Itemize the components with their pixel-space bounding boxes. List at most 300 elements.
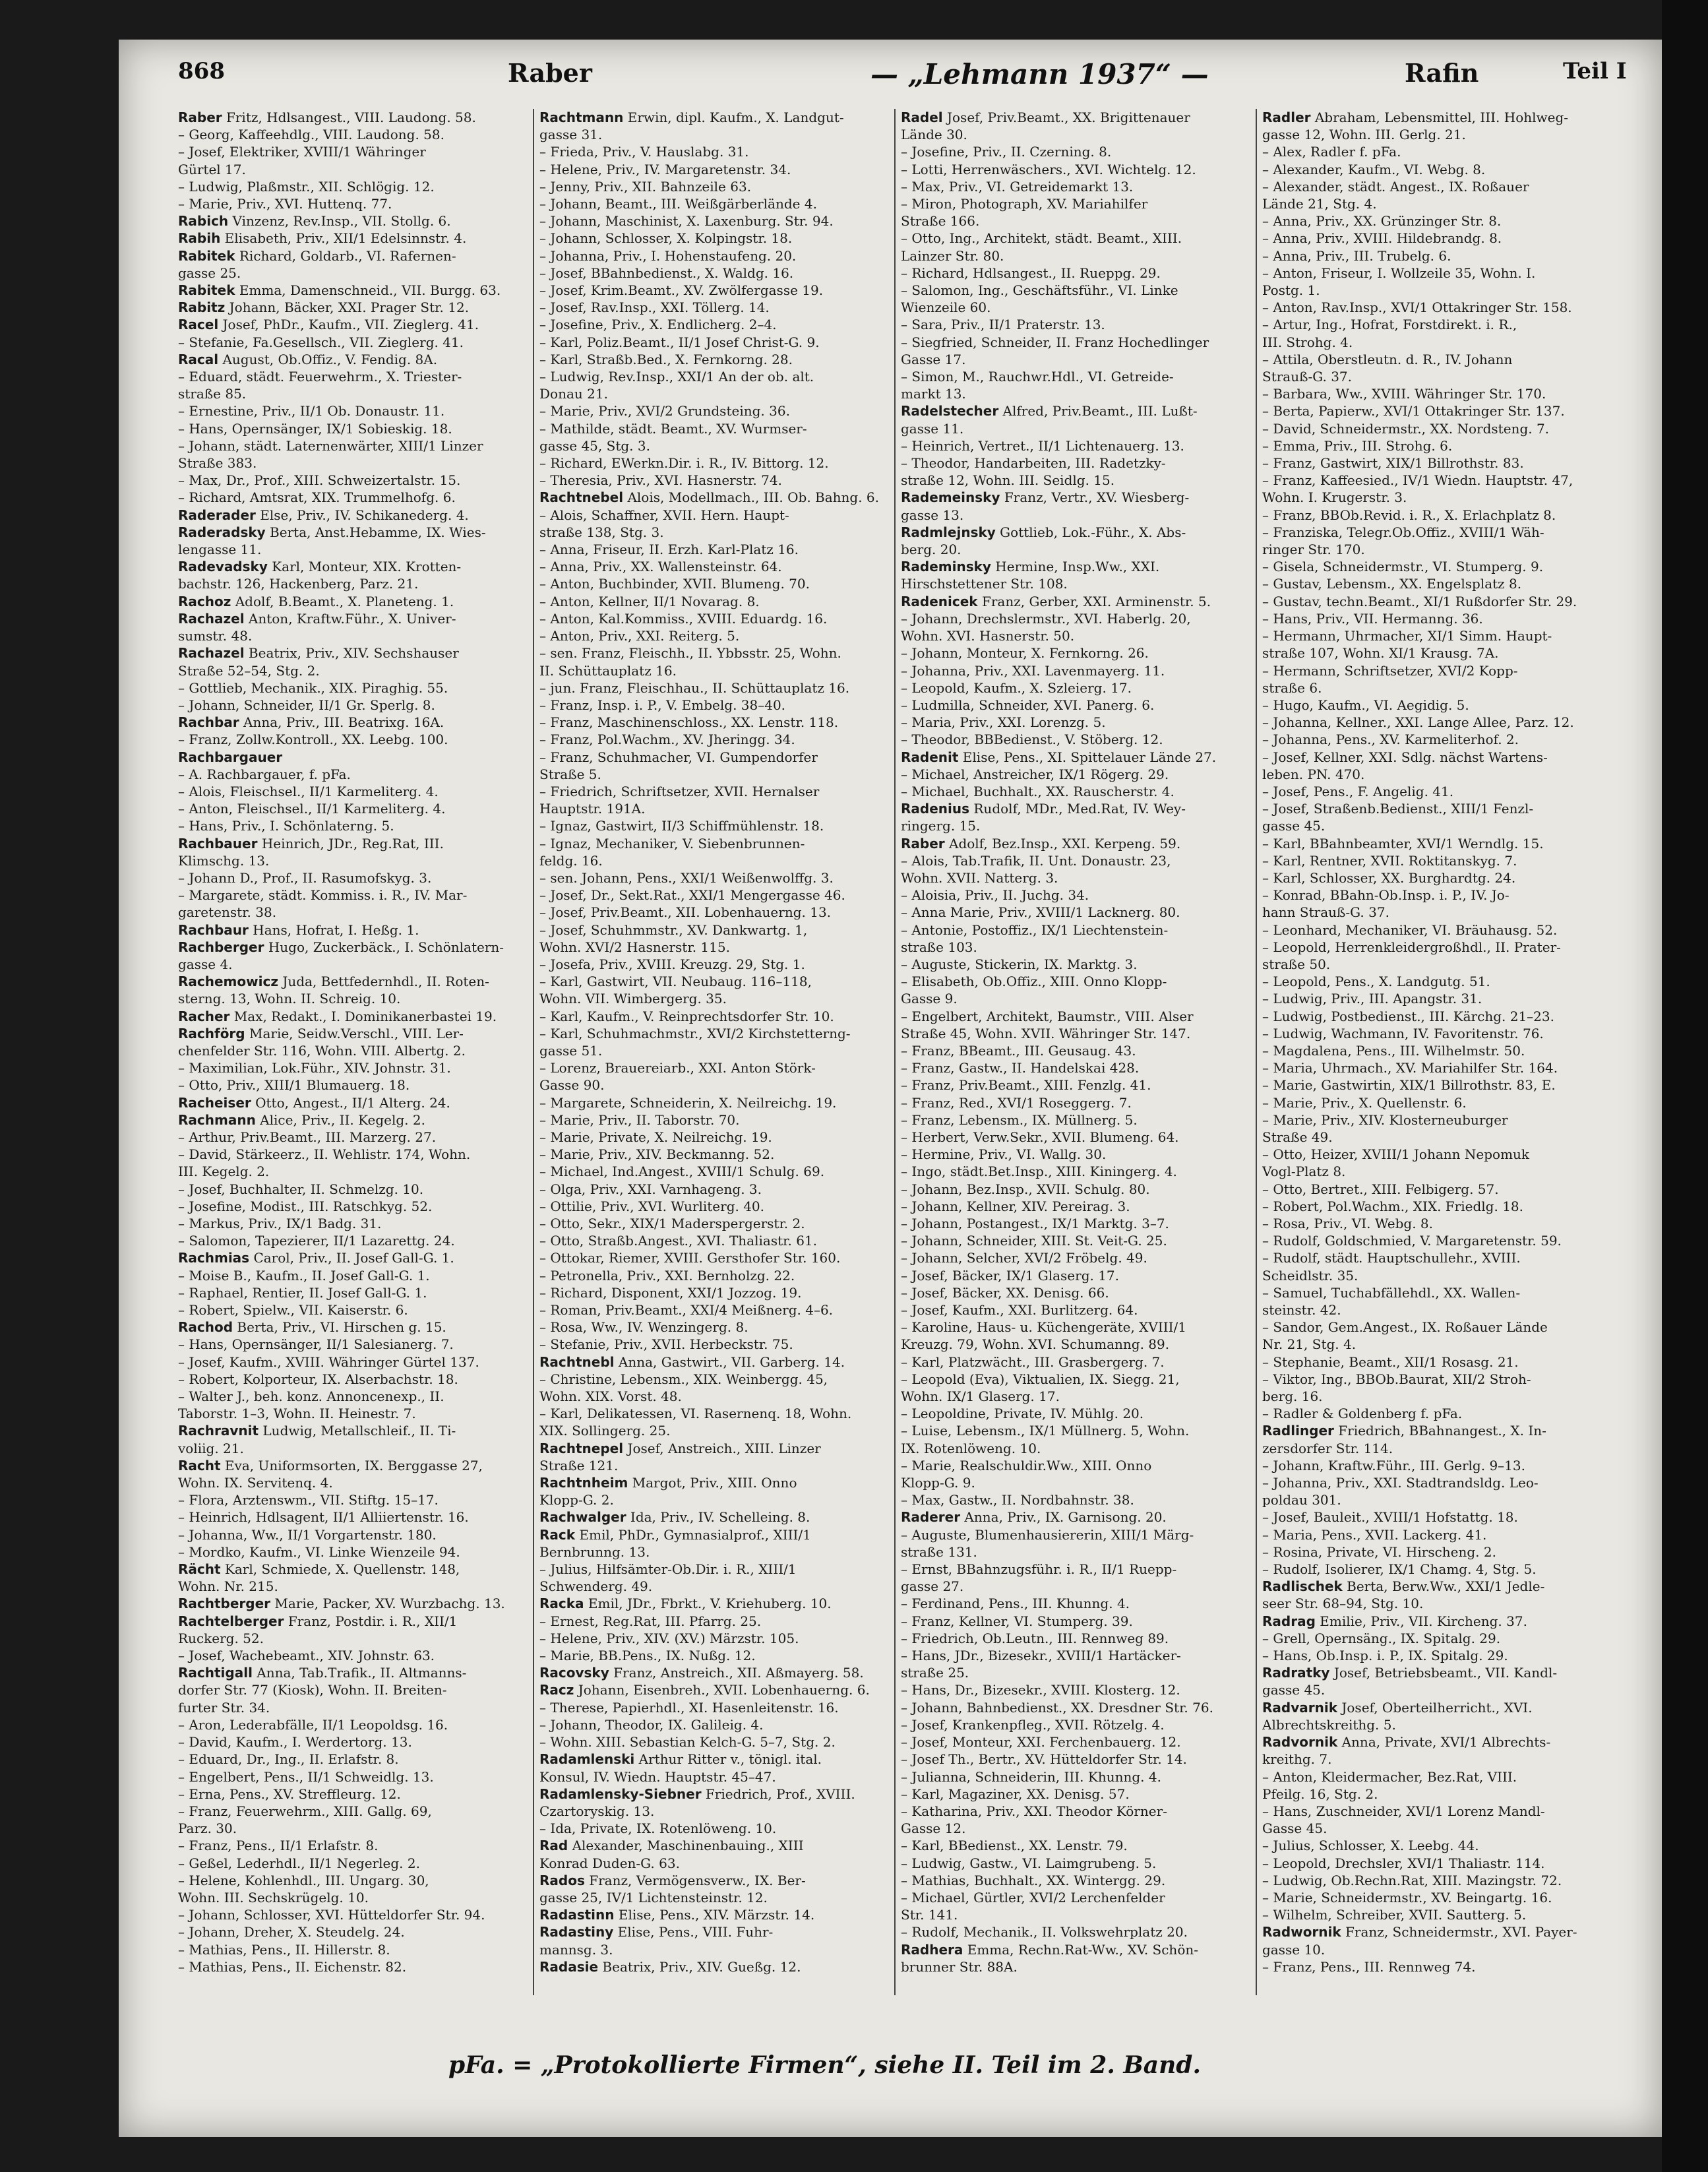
directory-entry (539, 109, 889, 126)
entry-text: – David, Kaufm., I. Werdertorg. 13. (178, 1734, 412, 1751)
directory-entry (178, 1872, 528, 1889)
entry-text: – Anna Marie, Priv., XVIII/1 Lacknerg. 80. (901, 904, 1180, 921)
directory-entry (1262, 1094, 1612, 1111)
entry-text: Wohn. XVII. Natterg. 3. (901, 869, 1058, 886)
entry-text: – Anton, Fleischsel., II/1 Karmeliterg. 4. (178, 801, 446, 817)
directory-entry (178, 507, 528, 524)
directory-entry (901, 1440, 1250, 1457)
entry-text: sumstr. 48. (178, 628, 253, 644)
entry-surname: Racka (539, 1596, 584, 1612)
entry-text: Lände 30. (901, 127, 967, 143)
entry-text: – Friedrich, Ob.Leutn., III. Rennweg 89. (901, 1630, 1169, 1646)
directory-entry (539, 1855, 889, 1872)
directory-entry (901, 627, 1250, 644)
directory-entry (1262, 247, 1612, 264)
directory-entry (539, 990, 889, 1007)
entry-text: – Ludwig, Wachmann, IV. Favoritenstr. 76. (1262, 1025, 1544, 1041)
directory-entry (178, 1146, 528, 1163)
entry-text: – Josef, Straßenb.Bedienst., XIII/1 Fenzl- (1262, 801, 1534, 817)
entry-text: Beatrix, Priv., XIV. Sechshauser (244, 645, 459, 662)
directory-column-4 (1262, 109, 1612, 1975)
entry-text: – Karl, Gastwirt, VII. Neubaug. 116–118, (539, 974, 812, 990)
directory-entry (178, 230, 528, 247)
directory-entry (178, 956, 528, 973)
directory-entry (1262, 662, 1612, 679)
entry-text: – Rudolf, Isolierer, IX/1 Chamg. 4, Stg. 5. (1262, 1561, 1537, 1578)
directory-entry (539, 956, 889, 973)
directory-entry (539, 886, 889, 904)
entry-text: Wohn. XVI. Hasnerstr. 50. (901, 628, 1075, 644)
entry-text: Heinrich, JDr., Reg.Rat, III. (257, 835, 444, 852)
entry-text: – Ida, Private, IX. Rotenlöweng. 10. (539, 1820, 777, 1837)
entry-text: dorfer Str. 77 (Kiosk), Wohn. II. Breiten- (178, 1682, 447, 1698)
directory-entry (1262, 524, 1612, 541)
entry-text: – Walter J., beh. konz. Annoncenexp., II. (178, 1388, 444, 1405)
entry-text: – Franz, Red., XVI/1 Roseggerg. 7. (901, 1094, 1132, 1111)
directory-entry (1262, 644, 1612, 662)
directory-entry (1262, 143, 1612, 160)
entry-surname: Rachod (178, 1319, 233, 1336)
entry-text: hann Strauß-G. 37. (1262, 904, 1389, 921)
entry-text: – Johann, Monteur, X. Fernkorng. 26. (901, 645, 1149, 662)
entry-text: – Josef, Bauleit., XVIII/1 Hofstattg. 18. (1262, 1509, 1518, 1526)
directory-entry (539, 507, 889, 524)
entry-text: – Josef, Bäcker, IX/1 Glaserg. 17. (901, 1267, 1120, 1284)
entry-text: – Ludwig, Postbedienst., III. Kärchg. 21–23. (1262, 1008, 1554, 1024)
directory-entry (178, 1336, 528, 1353)
entry-text: Gürtel 17. (178, 161, 246, 177)
entry-text: – Julius, Schlosser, X. Leebg. 44. (1262, 1838, 1479, 1854)
directory-entry (539, 1232, 889, 1249)
entry-text: Juda, Bettfedernhdl., II. Roten- (278, 974, 489, 990)
entry-text: Alois, Modellmach., III. Ob. Bahng. 6. (623, 489, 880, 506)
entry-text: – Johann, Schneider, XIII. St. Veit-G. 25. (901, 1233, 1167, 1249)
directory-entry (539, 1198, 889, 1215)
entry-text: – Anna, Priv., XVIII. Hildebrandg. 8. (1262, 230, 1502, 247)
entry-text: gasse 31. (539, 127, 603, 143)
entry-text: – Franz, Kellner, VI. Stumperg. 39. (901, 1613, 1133, 1629)
entry-text: – Frieda, Priv., V. Hauslabg. 31. (539, 144, 749, 160)
directory-entry (539, 1561, 889, 1578)
entry-text: Josef, Oberteilherricht., XVI. (1337, 1699, 1533, 1716)
entry-text: IX. Rotenlöweng. 10. (901, 1440, 1041, 1456)
entry-text: – Franz, Maschinenschloss., XX. Lenstr. 118. (539, 714, 839, 731)
directory-entry (178, 697, 528, 714)
entry-text: steinstr. 42. (1262, 1302, 1341, 1319)
directory-entry (1262, 1923, 1612, 1940)
directory-entry (901, 939, 1250, 956)
entry-text: – Rosa, Priv., VI. Webg. 8. (1262, 1216, 1433, 1231)
directory-entry (178, 1837, 528, 1854)
directory-entry (539, 489, 889, 506)
entry-text: leben. PN. 470. (1262, 766, 1365, 782)
entry-surname: Rachmias (178, 1250, 250, 1266)
directory-entry (178, 627, 528, 644)
entry-text: – Karl, Platzwächt., III. Grasbergerg. 7. (901, 1353, 1165, 1370)
directory-entry (178, 1181, 528, 1198)
entry-text: Straße 5. (539, 766, 601, 782)
entry-text: Ludwig, Metallschleif., II. Ti- (259, 1423, 456, 1439)
entry-text: – Anton, Rav.Insp., XVI/1 Ottakringer Str. 158. (1262, 299, 1572, 316)
entry-text: – Wilhelm, Schreiber, XVII. Sautterg. 5. (1262, 1907, 1527, 1923)
entry-text: – Josef, BBahnbedienst., X. Waldg. 16. (539, 264, 794, 281)
entry-text: poldau 301. (1262, 1492, 1341, 1508)
entry-text: – Rosina, Private, VI. Hirscheng. 2. (1262, 1543, 1496, 1560)
entry-text: – Johann, Schlosser, XVI. Hütteldorfer Str. 94. (178, 1907, 485, 1923)
entry-text: – Johann, Kellner, XIV. Pereirag. 3. (901, 1198, 1130, 1214)
directory-entry (901, 593, 1250, 610)
entry-text: Berta, Berw.Ww., XXI/1 Jedle- (1342, 1578, 1545, 1595)
entry-text: – Ludmilla, Schneider, XVI. Panerg. 6. (901, 697, 1155, 713)
entry-text: Elisabeth, Priv., XII/1 Edelsinnstr. 4. (220, 230, 467, 247)
directory-entry (1262, 368, 1612, 385)
entry-text: – Josefine, Priv., X. Endlicherg. 2–4. (539, 317, 777, 333)
directory-column-3 (901, 109, 1250, 1975)
directory-entry (178, 524, 528, 541)
footer-note: pFa. = „Protokollierte Firmen“, siehe II. Teil im 2. Band. (448, 2051, 1202, 2079)
entry-text: – Lotti, Herrenwäschers., XVI. Wichtelg. 12. (901, 161, 1196, 177)
entry-text: – Alex, Radler f. pFa. (1262, 144, 1401, 160)
entry-surname: Radevadsky (178, 559, 268, 575)
directory-entry (539, 1837, 889, 1854)
directory-entry (539, 1751, 889, 1768)
entry-text: Karl, Monteur, XIX. Krotten- (267, 559, 462, 575)
directory-entry (1262, 679, 1612, 697)
directory-entry (901, 230, 1250, 247)
entry-text: – Leonhard, Mechaniker, VI. Bräuhausg. 52. (1262, 921, 1558, 938)
entry-text: Gasse 17. (901, 351, 966, 367)
entry-text: Johann, Bäcker, XXI. Prager Str. 12. (225, 299, 470, 316)
page-header (178, 58, 1627, 98)
entry-text: – Franz, Pol.Wachm., XV. Jheringg. 34. (539, 731, 795, 748)
entry-text: – Franz, Zollw.Kontroll., XX. Leebg. 100. (178, 731, 448, 748)
entry-text: – Franz, Gastw., II. Handelskai 428. (901, 1060, 1140, 1076)
entry-text: – Gustav, techn.Beamt., XI/1 Rußdorfer Str. 29. (1262, 593, 1577, 609)
directory-entry (1262, 1353, 1612, 1371)
entry-text: lengasse 11. (178, 542, 262, 558)
entry-text: – Ferdinand, Pens., III. Khunng. 4. (901, 1596, 1130, 1612)
entry-surname: Rabitek (178, 247, 235, 264)
directory-entry (178, 1440, 528, 1457)
entry-surname: Radamlenski (539, 1751, 635, 1768)
entry-text: kreithg. 7. (1262, 1751, 1332, 1768)
directory-entry (901, 1336, 1250, 1353)
entry-text: – Maria, Pens., XVII. Lackerg. 41. (1262, 1526, 1487, 1543)
directory-entry (178, 1923, 528, 1940)
entry-text: berg. 16. (1262, 1388, 1323, 1405)
directory-entry (1262, 1388, 1612, 1405)
directory-entry (1262, 1440, 1612, 1457)
entry-text: – Stefanie, Priv., XVII. Herbeckstr. 75. (539, 1336, 793, 1353)
entry-surname: Rabitz (178, 299, 226, 316)
directory-entry (539, 939, 889, 956)
directory-entry (1262, 1906, 1612, 1923)
directory-entry (1262, 835, 1612, 852)
entry-text: straße 6. (1262, 679, 1322, 696)
directory-entry (901, 749, 1250, 766)
entry-surname: Radenit (901, 749, 959, 765)
entry-text: – Johann, städt. Laternenwärter, XIII/1 Linzer (178, 437, 483, 454)
directory-entry (901, 1284, 1250, 1301)
entry-text: Adolf, B.Beamt., X. Planeteng. 1. (231, 593, 454, 609)
entry-text: – Michael, Ind.Angest., XVIII/1 Schulg. 69. (539, 1164, 825, 1180)
directory-entry (901, 247, 1250, 264)
entry-text: Hugo, Zuckerbäck., I. Schönlatern- (264, 939, 504, 955)
directory-entry (539, 334, 889, 351)
entry-text: Czartoryskig. 13. (539, 1803, 655, 1819)
directory-entry (901, 1906, 1250, 1923)
entry-text: – Geßel, Lederhdl., II/1 Negerleg. 2. (178, 1855, 420, 1871)
directory-entry (178, 1630, 528, 1647)
directory-entry (1262, 541, 1612, 558)
entry-text: – Hans, Ob.Insp. i. P., IX. Spitalg. 29. (1262, 1648, 1508, 1664)
directory-entry (1262, 1837, 1612, 1854)
directory-entry (178, 662, 528, 679)
entry-text: Anton, Kraftw.Führ., X. Univer- (244, 610, 456, 627)
entry-text: – Ludwig, Plaßmstr., XII. Schlögig. 12. (178, 178, 435, 195)
directory-entry (539, 1181, 889, 1198)
directory-entry (901, 351, 1250, 368)
entry-text: Strauß-G. 37. (1262, 369, 1353, 385)
entry-surname: Racht (178, 1457, 221, 1474)
entry-text: Straße 49. (1262, 1129, 1333, 1145)
entry-text: – Marie, Gastwirtin, XIX/1 Billrothstr. 83, E. (1262, 1077, 1556, 1094)
directory-entry (539, 472, 889, 489)
directory-entry (178, 1958, 528, 1975)
directory-entry (901, 1249, 1250, 1266)
directory-entry (901, 1526, 1250, 1543)
directory-entry (539, 1301, 889, 1319)
entry-text: – Otto, Bertret., XIII. Felbigerg. 57. (1262, 1181, 1499, 1197)
entry-text: gasse 51. (539, 1042, 603, 1059)
directory-entry (539, 1681, 889, 1698)
directory-entry (1262, 1457, 1612, 1474)
entry-text: Alexander, Maschinenbauing., XIII (568, 1838, 804, 1854)
entry-text: XIX. Sollingerg. 25. (539, 1423, 671, 1439)
directory-entry (539, 1664, 889, 1681)
directory-entry (539, 1457, 889, 1474)
entry-text: Taborstr. 1–3, Wohn. II. Heinestr. 7. (178, 1406, 416, 1422)
entry-text: – Johanna, Priv., I. Hohenstaufeng. 20. (539, 247, 797, 264)
entry-text: – Anton, Friseur, I. Wollzeile 35, Wohn. I. (1262, 264, 1536, 281)
directory-entry (1262, 817, 1612, 834)
entry-text: – Anton, Priv., XXI. Reiterg. 5. (539, 628, 740, 644)
entry-text: Margot, Priv., XIII. Onno (628, 1475, 797, 1491)
entry-text: straße 50. (1262, 956, 1331, 972)
directory-entry (539, 1474, 889, 1491)
entry-text: chenfelder Str. 116, Wohn. VIII. Albertg. 2. (178, 1042, 466, 1059)
directory-entry (178, 1198, 528, 1215)
entry-text: – Marie, Private, X. Neilreichg. 19. (539, 1129, 772, 1145)
directory-entry (539, 316, 889, 333)
directory-entry (901, 610, 1250, 627)
entry-text: zersdorfer Str. 114. (1262, 1440, 1393, 1456)
entry-text: Franz, Vermögensverw., IX. Ber- (584, 1872, 806, 1888)
entry-text: – Attila, Oberstleutn. d. R., IV. Johann (1262, 351, 1513, 367)
directory-entry (901, 1595, 1250, 1612)
entry-text: III. Kegelg. 2. (178, 1164, 270, 1180)
directory-entry (901, 109, 1250, 126)
entry-text: Karl, Schmiede, X. Quellenstr. 148, (220, 1561, 460, 1578)
entry-text: Franz, Postdir. i. R., XII/1 (284, 1613, 458, 1629)
directory-entry (539, 1008, 889, 1025)
entry-surname: Radhera (901, 1941, 963, 1958)
entry-text: Schwenderg. 49. (539, 1578, 653, 1595)
directory-entry (1262, 1872, 1612, 1889)
entry-surname: Rachtmann (539, 109, 624, 125)
entry-surname: Radastinn (539, 1907, 615, 1923)
entry-text: gasse 27. (901, 1578, 964, 1595)
entry-surname: Rad (539, 1838, 568, 1854)
directory-entry (539, 541, 889, 558)
directory-entry (539, 783, 889, 800)
entry-text: – Jenny, Priv., XII. Bahnzeile 63. (539, 178, 752, 195)
entry-text: – Josef, Monteur, XXI. Ferchenbauerg. 12. (901, 1734, 1181, 1751)
entry-text: – Anna, Priv., XX. Grünzinger Str. 8. (1262, 213, 1502, 230)
directory-entry (178, 420, 528, 437)
entry-text: – Maria, Uhrmach., XV. Mariahilfer Str. 164. (1262, 1060, 1558, 1076)
entry-text: – Engelbert, Architekt, Baumstr., VIII. Alser (901, 1008, 1194, 1024)
entry-text: – Berta, Papierw., XVI/1 Ottakringer Str. 137. (1262, 403, 1565, 419)
entry-text: Carol, Priv., II. Josef Gall-G. 1. (249, 1250, 454, 1266)
entry-text: – Miron, Photograph, XV. Mariahilfer (901, 196, 1148, 212)
entry-text: – Otto, Heizer, XVIII/1 Johann Nepomuk (1262, 1146, 1530, 1163)
directory-entry (1262, 749, 1612, 766)
directory-entry (901, 835, 1250, 852)
entry-text: Wienzeile 60. (901, 299, 991, 316)
directory-entry (539, 1215, 889, 1232)
entry-text: Albrechtskreithg. 5. (1262, 1716, 1396, 1733)
column-divider (894, 109, 896, 1995)
entry-text: – Herbert, Verw.Sekr., XVII. Blumeng. 64. (901, 1129, 1179, 1145)
directory-entry (901, 385, 1250, 402)
entry-text: – Otto, Priv., XIII/1 Blumauerg. 18. (178, 1077, 410, 1094)
entry-text: Pfeilg. 16, Stg. 2. (1262, 1785, 1378, 1802)
directory-entry (901, 1319, 1250, 1336)
directory-entry (539, 1388, 889, 1405)
directory-entry (178, 1751, 528, 1768)
entry-surname: Rächt (178, 1561, 221, 1578)
entry-text: – Hans, Opernsänger, II/1 Salesianerg. 7. (178, 1336, 454, 1353)
entry-text: – Max, Gastw., II. Nordbahnstr. 38. (901, 1492, 1134, 1508)
directory-entry (1262, 1042, 1612, 1059)
directory-entry (1262, 1613, 1612, 1630)
entry-text: – Karl, BBedienst., XX. Lenstr. 79. (901, 1838, 1128, 1854)
directory-entry (539, 230, 889, 247)
entry-text: Ida, Priv., IV. Schelleing. 8. (626, 1509, 810, 1526)
entry-text: gasse 25, IV/1 Lichtensteinstr. 12. (539, 1889, 768, 1906)
entry-text: – Hans, Zuschneider, XVI/1 Lorenz Mandl- (1262, 1803, 1545, 1819)
directory-entry (901, 334, 1250, 351)
entry-text: Rudolf, MDr., Med.Rat, IV. Wey- (969, 801, 1186, 817)
directory-entry (178, 1543, 528, 1561)
entry-text: – Anton, Kleidermacher, Bez.Rat, VIII. (1262, 1768, 1517, 1785)
directory-entry (1262, 714, 1612, 731)
entry-surname: Radenicek (901, 593, 978, 609)
entry-text: ringerg. 15. (901, 818, 981, 834)
entry-text: – Hermann, Schriftsetzer, XVI/2 Kopp- (1262, 662, 1518, 679)
entry-text: berg. 20. (901, 542, 961, 558)
directory-entry (178, 1267, 528, 1284)
entry-text: Arthur Ritter v., tönigl. ital. (634, 1751, 822, 1768)
directory-entry (539, 1647, 889, 1664)
directory-entry (178, 886, 528, 904)
directory-entry (539, 1284, 889, 1301)
directory-entry (178, 817, 528, 834)
directory-entry (901, 904, 1250, 921)
directory-entry (178, 143, 528, 160)
entry-text: – Karl, Delikatessen, VI. Rasernenq. 18, Wohn. (539, 1406, 852, 1422)
directory-entry (901, 973, 1250, 990)
directory-entry (901, 1215, 1250, 1232)
directory-entry (901, 1163, 1250, 1180)
entry-surname: Rachtnebl (539, 1353, 615, 1370)
directory-entry (539, 126, 889, 143)
entry-text: – Radler & Goldenberg f. pFa. (1262, 1406, 1463, 1422)
entry-text: – Karl, Poliz.Beamt., II/1 Josef Christ-G. 9. (539, 334, 820, 350)
entry-text: – Josef, Schuhmmstr., XV. Dankwartg. 1, (539, 921, 808, 938)
entry-text: – Leopold, Pens., X. Landgutg. 51. (1262, 974, 1490, 990)
directory-entry (539, 697, 889, 714)
directory-entry (1262, 1284, 1612, 1301)
directory-entry (1262, 575, 1612, 592)
directory-entry (178, 1785, 528, 1803)
entry-text: – Arthur, Priv.Beamt., III. Marzerg. 27. (178, 1129, 437, 1145)
entry-text: – Maria, Priv., XXI. Lorenzg. 5. (901, 714, 1106, 731)
entry-text: – Johanna, Ww., II/1 Vorgartenstr. 180. (178, 1526, 437, 1543)
entry-surname: Rachtnepel (539, 1440, 624, 1456)
entry-text: – A. Rachbargauer, f. pFa. (178, 766, 351, 782)
directory-entry (901, 558, 1250, 575)
column-divider (533, 109, 534, 1995)
directory-entry (901, 1491, 1250, 1508)
directory-entry (1262, 1578, 1612, 1595)
entry-text: – Stefanie, Fa.Gesellsch., VII. Zieglerg. 41. (178, 334, 464, 350)
directory-entry (901, 489, 1250, 506)
directory-entry (539, 731, 889, 748)
entry-text: – Otto, Straßb.Angest., XVI. Thaliastr. 61. (539, 1233, 818, 1249)
entry-text: – Stephanie, Beamt., XII/1 Rosasg. 21. (1262, 1353, 1519, 1370)
entry-text: – Alexander, Kaufm., VI. Webg. 8. (1262, 161, 1486, 177)
entry-surname: Radel (901, 109, 943, 125)
directory-entry (901, 178, 1250, 195)
entry-text: – Josef, Wachebeamt., XIV. Johnstr. 63. (178, 1648, 435, 1664)
entry-text: straße 103. (901, 939, 977, 955)
directory-entry (539, 1336, 889, 1353)
directory-entry (178, 109, 528, 126)
entry-surname: Radratky (1262, 1665, 1330, 1681)
directory-entry (539, 852, 889, 869)
entry-text: – Johann, Selcher, XVI/2 Fröbelg. 49. (901, 1250, 1147, 1266)
directory-entry (901, 886, 1250, 904)
entry-text: – Johann, Maschinist, X. Laxenburg. Str. 94. (539, 213, 834, 230)
directory-entry (901, 1647, 1250, 1664)
entry-text: – Gustav, Lebensm., XX. Engelsplatz 8. (1262, 576, 1522, 592)
entry-text: – Therese, Papierhdl., XI. Hasenleitenstr. 16. (539, 1699, 839, 1716)
entry-text: – Marie, Priv., XIV. Klosterneuburger (1262, 1111, 1508, 1128)
directory-entry (901, 1630, 1250, 1647)
directory-entry (1262, 1733, 1612, 1751)
directory-entry (539, 402, 889, 419)
directory-entry (1262, 334, 1612, 351)
entry-surname: Rachemowicz (178, 974, 278, 990)
entry-text: – Robert, Spielw., VII. Kaiserstr. 6. (178, 1302, 408, 1319)
entry-text: – Moise B., Kaufm., II. Josef Gall-G. 1. (178, 1267, 430, 1284)
entry-text: August, Ob.Offiz., V. Fendig. 8A. (218, 351, 438, 367)
entry-text: Josef, PhDr., Kaufm., VII. Zieglerg. 41. (218, 317, 479, 333)
entry-text: – Mathias, Pens., II. Hillerstr. 8. (178, 1941, 390, 1958)
entry-text: Hirschstettener Str. 108. (901, 576, 1068, 592)
